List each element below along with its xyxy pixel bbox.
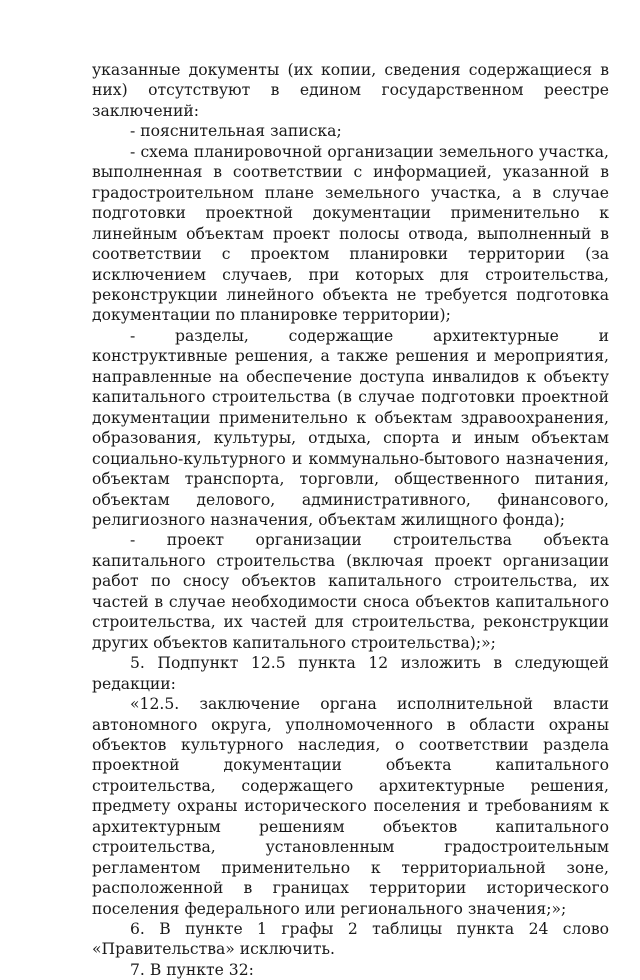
paragraph-documents-continuation: указанные документы (их копии, сведения содержащиеся в них) отсутствуют в едином государственном реестре заключений: xyxy=(92,61,609,120)
list-item-planning-scheme: - схема планировочной организации земельного участка, выполненная в соответствии с информацией, указанной в градостроительном плане земельного участка, а в случае подготовки проектной документации применительно к линейным объектам проект полосы отвода, выполненный в соответствии с проектом планировки территории (за исключением случаев, при которых для строительства, реконструкции линейного объекта не требуется подготовка документации по планировке территории); xyxy=(92,142,609,325)
paragraph-item-7: 7. В пункте 32: xyxy=(130,960,254,979)
paragraph-item-5: 5. Подпункт 12.5 пункта 12 изложить в следующей редакции: xyxy=(92,654,609,693)
list-item-architectural-sections: - разделы, содержащие архитектурные и конструктивные решения, а также решения и мероприятия, направленные на обеспечение доступа инвалидов к объекту капитального строительства (в случае подготовки проектной документации применительно к объектам здравоохранения, образования, культуры, отдыха, спорта и иным объектам социально-культурного и коммунально-бытового назначения, объектам транспорта, торговли, общественного питания, объектам делового, административного, финансового, религиозного назначения, объектам жилищного фонда); xyxy=(92,326,609,529)
paragraph-item-6: 6. В пункте 1 графы 2 таблицы пункта 24 слово «Правительства» исключить. xyxy=(92,920,609,959)
list-item-construction-project: - проект организации строительства объекта капитального строительства (включая проект организации работ по сносу объектов капитального строительства, их частей в случае необходимости сноса объектов капитального строительства, их частей для строительства, реконструкции других объектов капитального строительства);»; xyxy=(92,531,609,652)
list-item-explanatory-note: - пояснительная записка; xyxy=(130,122,342,141)
document-page xyxy=(92,60,609,980)
paragraph-subitem-12-5: «12.5. заключение органа исполнительной власти автономного округа, уполномоченного в области охраны объектов культурного наследия, о соответствии раздела проектной документации объекта капитального строительства, содержащего архитектурные решения, предмету охраны исторического поселения и требованиям к архитектурным решениям объектов капитального строительства, установленным градостроительным регламентом применительно к территориальной зоне, расположенной в границах территории исторического поселения федерального или регионального значения;»; xyxy=(92,695,609,918)
